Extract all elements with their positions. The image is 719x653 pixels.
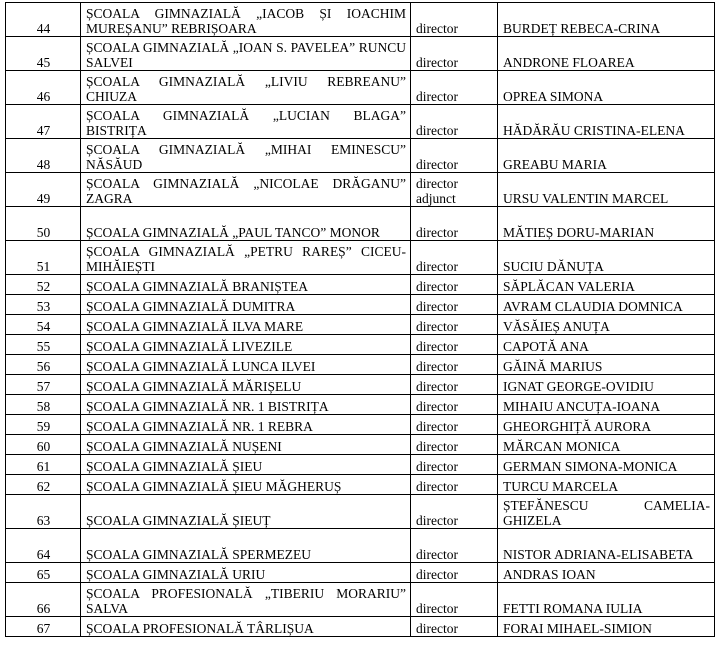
row-number: 49 [6,173,81,207]
school-name: ȘCOALA GIMNAZIALĂ SPERMEZEU [81,529,411,563]
function: director [411,475,498,495]
row-number: 55 [6,335,81,355]
table-row [6,173,715,207]
person-name: CAPOTĂ ANA [498,335,715,355]
school-name: ȘCOALA GIMNAZIALĂ ȘIEU MĂGHERUȘ [81,475,411,495]
school-name: ȘCOALA GIMNAZIALĂ „NICOLAE DRĂGANU” ZAGRA [81,173,411,207]
row-number: 54 [6,315,81,335]
school-name: ȘCOALA GIMNAZIALĂ BRANIȘTEA [81,275,411,295]
row-number: 50 [6,207,81,241]
row-number: 57 [6,375,81,395]
row-number: 51 [6,241,81,275]
school-name: ȘCOALA GIMNAZIALĂ „LIVIU REBREANU” CHIUZA [81,71,411,105]
function: director [411,529,498,563]
row-number: 67 [6,617,81,637]
row-number: 63 [6,495,81,529]
table-row [6,529,715,563]
table-row [6,563,715,583]
table-row [6,455,715,475]
row-number: 61 [6,455,81,475]
function: director [411,207,498,241]
function: director [411,435,498,455]
function: director [411,455,498,475]
row-number: 62 [6,475,81,495]
table-row [6,495,715,529]
school-name: ȘCOALA GIMNAZIALĂ „IACOB ȘI IOACHIM MUREȘANU” REBRIȘOARA [81,3,411,37]
row-number: 47 [6,105,81,139]
table-row [6,355,715,375]
person-name: GREABU MARIA [498,139,715,173]
school-name: ȘCOALA GIMNAZIALĂ „IOAN S. PAVELEA” RUNCU SALVEI [81,37,411,71]
function: director [411,241,498,275]
row-number: 45 [6,37,81,71]
directors-table [5,2,715,637]
person-name: OPREA SIMONA [498,71,715,105]
school-name: ȘCOALA PROFESIONALĂ „TIBERIU MORARIU” SALVA [81,583,411,617]
person-name: URSU VALENTIN MARCEL [498,173,715,207]
school-name: ȘCOALA GIMNAZIALĂ MĂRIȘELU [81,375,411,395]
function: director [411,415,498,435]
table-row [6,105,715,139]
table-row [6,475,715,495]
person-name: SĂPLĂCAN VALERIA [498,275,715,295]
person-name: ANDRONE FLOAREA [498,37,715,71]
function: director [411,275,498,295]
row-number: 46 [6,71,81,105]
row-number: 60 [6,435,81,455]
school-name: ȘCOALA GIMNAZIALĂ „MIHAI EMINESCU” NĂSĂUD [81,139,411,173]
school-name: ȘCOALA GIMNAZIALĂ NR. 1 REBRA [81,415,411,435]
person-name: TURCU MARCELA [498,475,715,495]
person-name: GHEORGHIȚĂ AURORA [498,415,715,435]
table-row [6,3,715,37]
table-row [6,139,715,173]
function: director [411,395,498,415]
function: director [411,295,498,315]
school-name: ȘCOALA GIMNAZIALĂ LUNCA ILVEI [81,355,411,375]
table-row [6,37,715,71]
function: director [411,583,498,617]
person-name: IGNAT GEORGE-OVIDIU [498,375,715,395]
table-row [6,375,715,395]
school-name: ȘCOALA GIMNAZIALĂ DUMITRA [81,295,411,315]
row-number: 44 [6,3,81,37]
table-row [6,617,715,637]
school-name: ȘCOALA GIMNAZIALĂ ȘIEU [81,455,411,475]
school-name: ȘCOALA GIMNAZIALĂ „PETRU RAREȘ” CICEU-MIHĂIEȘTI [81,241,411,275]
row-number: 52 [6,275,81,295]
function: director [411,375,498,395]
table-row [6,435,715,455]
person-name: BURDEȚ REBECA-CRINA [498,3,715,37]
person-name: MIHAIU ANCUȚA-IOANA [498,395,715,415]
table-row [6,583,715,617]
function: director [411,105,498,139]
person-name: GERMAN SIMONA-MONICA [498,455,715,475]
person-name: MĂTIEȘ DORU-MARIAN [498,207,715,241]
person-name: ANDRAS IOAN [498,563,715,583]
person-name: FORAI MIHAEL-SIMION [498,617,715,637]
person-name: SUCIU DĂNUȚA [498,241,715,275]
table-row [6,335,715,355]
table-row [6,395,715,415]
person-name: MĂRCAN MONICA [498,435,715,455]
function: director [411,335,498,355]
function: director [411,617,498,637]
table-row [6,315,715,335]
table-row [6,275,715,295]
row-number: 66 [6,583,81,617]
school-name: ȘCOALA GIMNAZIALĂ LIVEZILE [81,335,411,355]
school-name: ȘCOALA GIMNAZIALĂ ȘIEUȚ [81,495,411,529]
school-name: ȘCOALA GIMNAZIALĂ NR. 1 BISTRIȚA [81,395,411,415]
function: director [411,37,498,71]
school-name: ȘCOALA GIMNAZIALĂ „LUCIAN BLAGA” BISTRIȚA [81,105,411,139]
school-name: ȘCOALA GIMNAZIALĂ „PAUL TANCO” MONOR [81,207,411,241]
row-number: 64 [6,529,81,563]
function: director [411,495,498,529]
person-name: HĂDĂRĂU CRISTINA-ELENA [498,105,715,139]
school-name: ȘCOALA GIMNAZIALĂ NUȘENI [81,435,411,455]
row-number: 65 [6,563,81,583]
person-name: AVRAM CLAUDIA DOMNICA [498,295,715,315]
row-number: 56 [6,355,81,375]
table-row [6,71,715,105]
function: director [411,71,498,105]
function: director [411,355,498,375]
row-number: 53 [6,295,81,315]
table-row [6,415,715,435]
table-row [6,241,715,275]
person-name: ȘTEFĂNESCU CAMELIA-GHIZELA [498,495,715,529]
table-row [6,295,715,315]
row-number: 59 [6,415,81,435]
function: director [411,3,498,37]
row-number: 58 [6,395,81,415]
function: director [411,315,498,335]
person-name: FETTI ROMANA IULIA [498,583,715,617]
school-name: ȘCOALA GIMNAZIALĂ URIU [81,563,411,583]
school-name: ȘCOALA PROFESIONALĂ TÂRLIȘUA [81,617,411,637]
function: director adjunct [411,173,498,207]
person-name: NISTOR ADRIANA-ELISABETA [498,529,715,563]
person-name: GĂINĂ MARIUS [498,355,715,375]
school-name: ȘCOALA GIMNAZIALĂ ILVA MARE [81,315,411,335]
function: director [411,139,498,173]
table-row [6,207,715,241]
function: director [411,563,498,583]
row-number: 48 [6,139,81,173]
person-name: VĂSĂIEȘ ANUȚA [498,315,715,335]
